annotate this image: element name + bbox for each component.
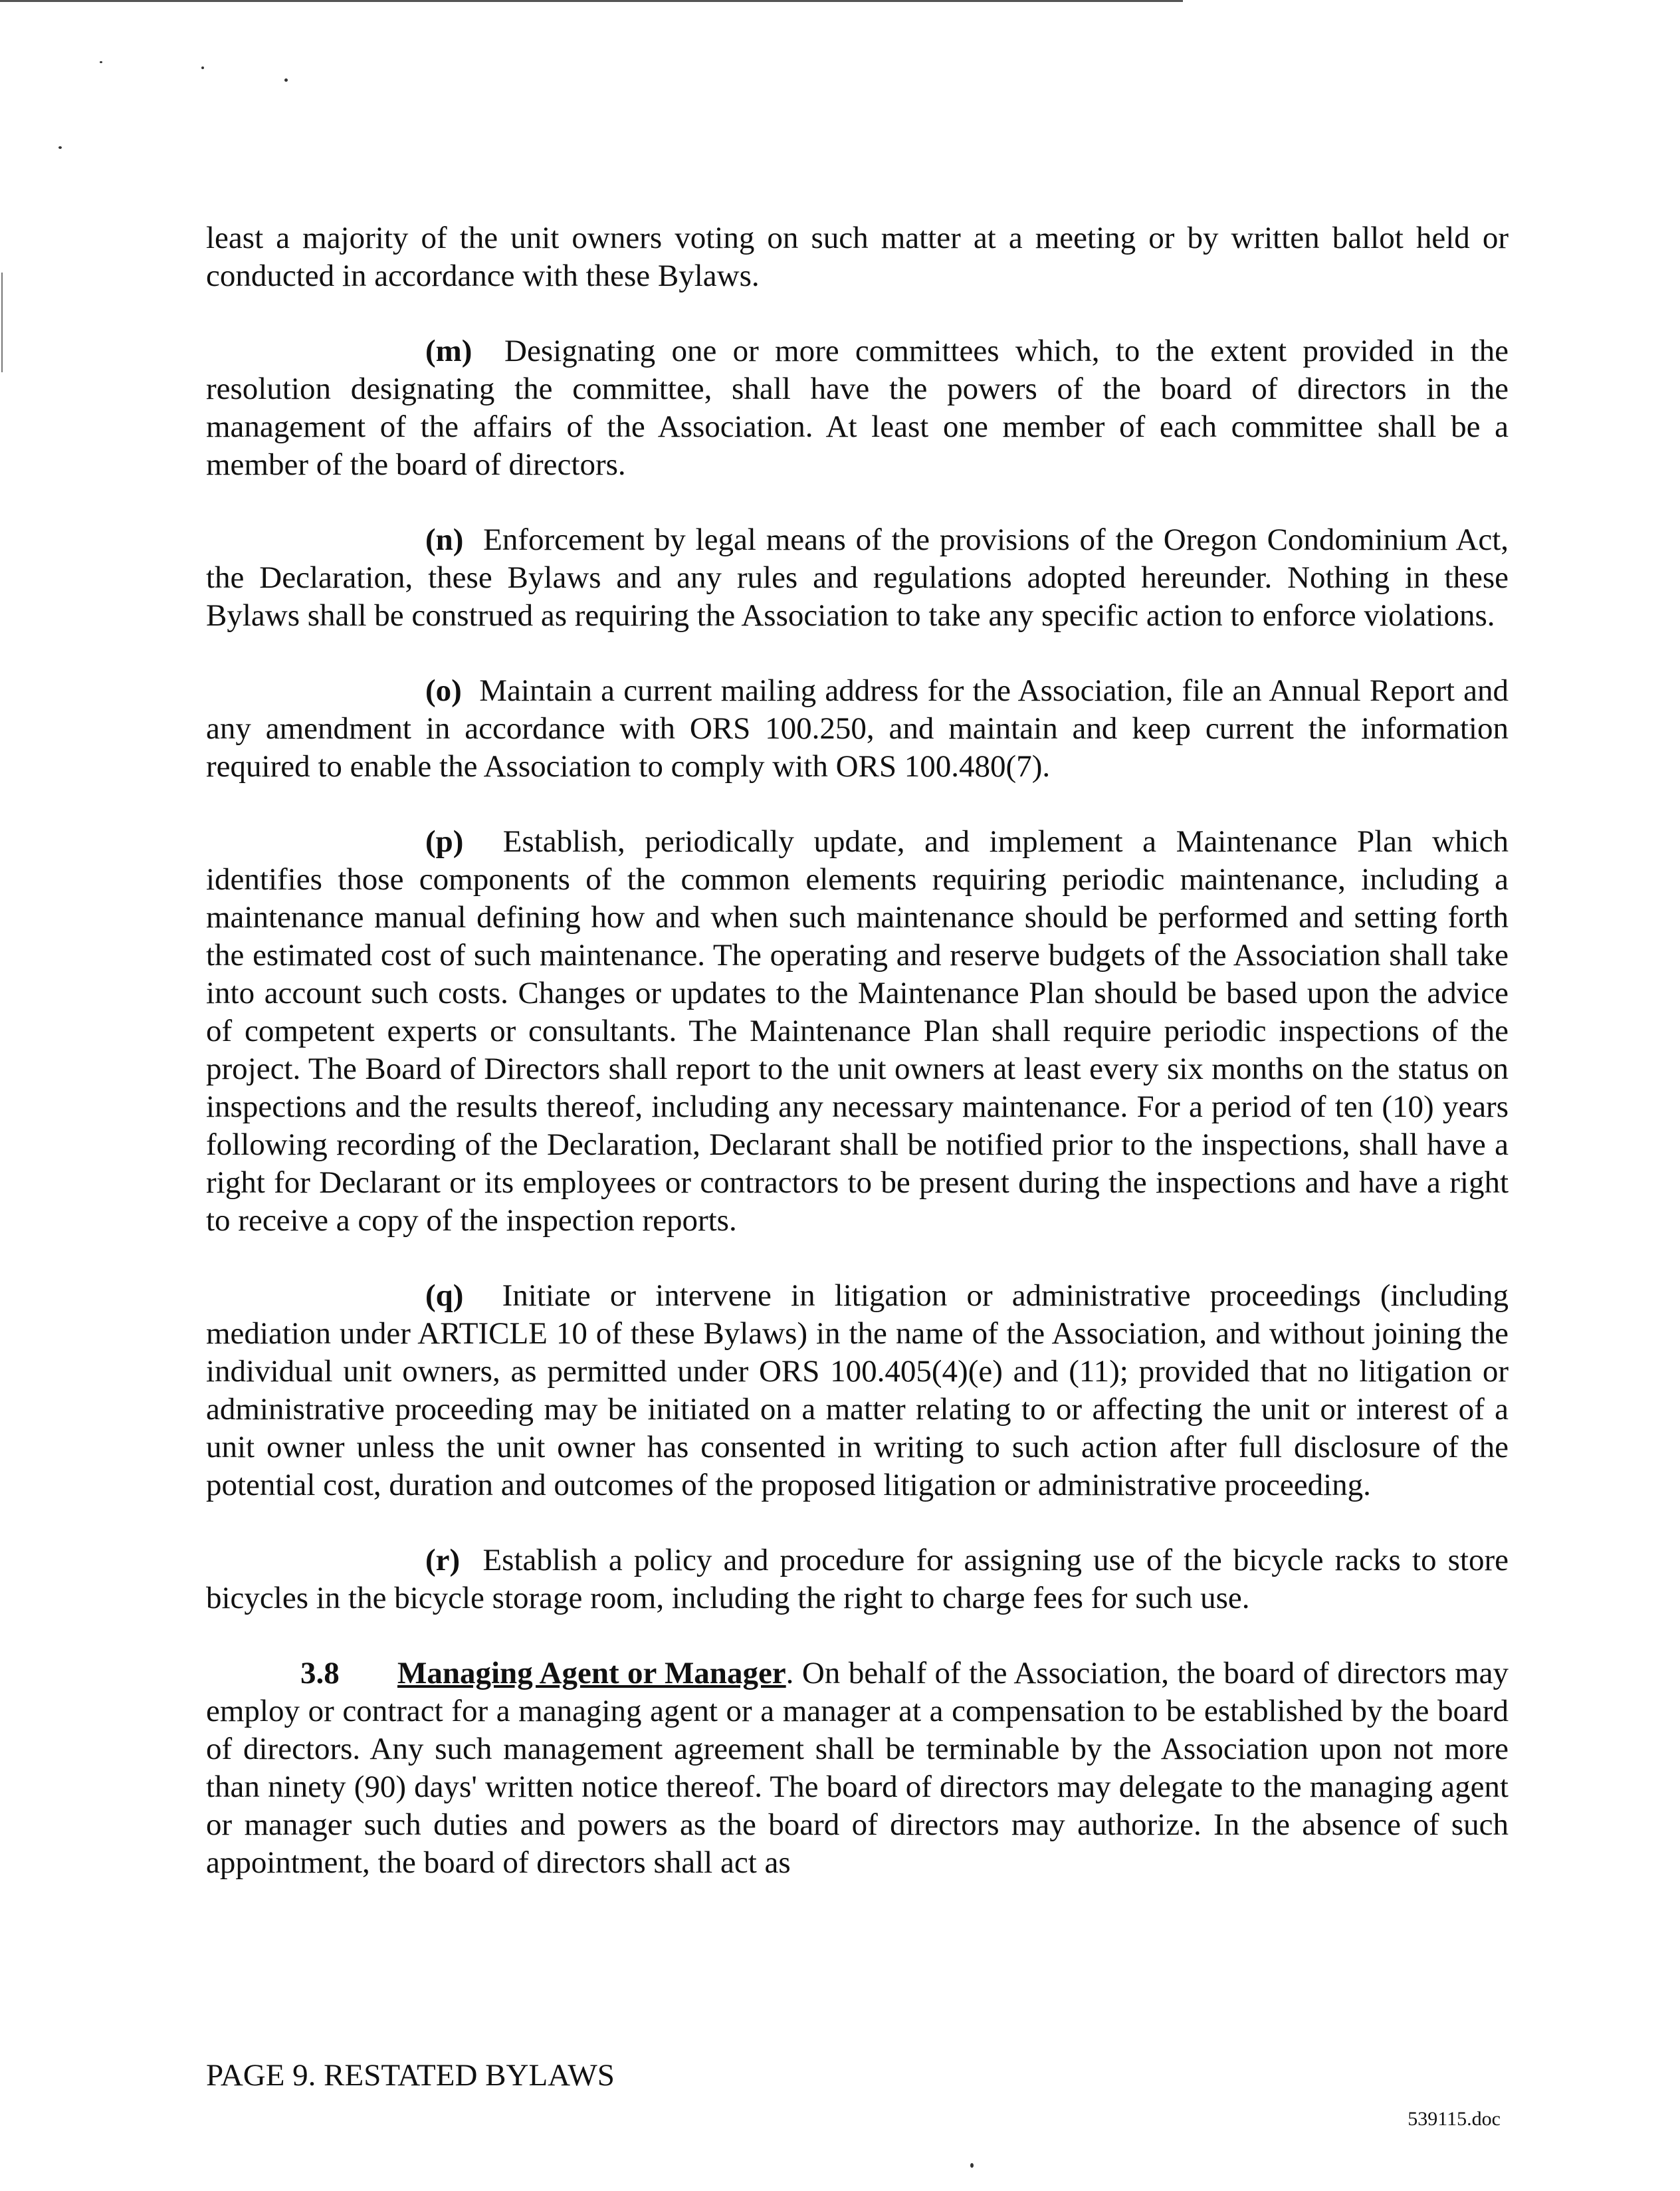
paragraph-p — [206, 823, 1509, 1240]
footer-page-label: PAGE 9. RESTATED BYLAWS — [206, 2058, 615, 2093]
scan-margin-mark — [1, 273, 3, 372]
paragraph-continued — [206, 219, 1509, 295]
paragraph-text: Enforcement by legal means of the provisions of the Oregon Condominium Act, the Declaration, these Bylaws and any rules and regulations adopted hereunder. Nothing in these Bylaws shall be construed as requiring the Association to take any specific action to enforce violations. — [206, 522, 1509, 633]
paragraph-m — [206, 332, 1509, 484]
paragraph-n — [206, 521, 1509, 635]
scan-speck — [58, 146, 62, 149]
paragraph-label: (q) — [425, 1278, 464, 1313]
document-body — [206, 219, 1509, 1919]
paragraph-text: Initiate or intervene in litigation or administrative proceedings (including mediation under ARTICLE 10 of these Bylaws) in the name of the Association, and without joining the individual unit owners, as permitted under ORS 100.405(4)(e) and (11); provided that no litigation or administrative proceeding may be initiated on a matter relating to or affecting the unit or interest of a unit owner unless the unit owner has consented in writing to such action after full disclosure of the potential cost, duration and outcomes of the proposed litigation or administrative proceeding. — [206, 1278, 1509, 1502]
paragraph-o — [206, 672, 1509, 786]
section-text: . On behalf of the Association, the board of directors may employ or contract for a managing agent or a manager at a compensation to be established by the board of directors. Any such management agreement shall be terminable by the Association upon not more than ninety (90) days' written notice thereof. The board of directors may delegate to the managing agent or manager such duties and powers as the board of directors may authorize. In the absence of such appointment, the board of directors shall act as — [206, 1656, 1509, 1880]
paragraph-label: (m) — [425, 334, 472, 368]
paragraph-label: (n) — [425, 522, 464, 557]
paragraph-text: Establish, periodically update, and implement a Maintenance Plan which identifies those components of the common elements requiring periodic maintenance, including a maintenance manual defining how and when such maintenance should be performed and setting forth the estimated cost of such maintenance. The operating and reserve budgets of the Association shall take into account such costs. Changes or updates to the Maintenance Plan should be based upon the advice of competent experts or consultants. The Maintenance Plan shall require periodic inspections of the project. The Board of Directors shall report to the unit owners at least every six months on the status on inspections and the results thereof, including any necessary maintenance. For a period of ten (10) years following recording of the Declaration, Declarant shall be notified prior to the inspections, shall have a right for Declarant or its employees or contractors to be present during the inspections and have a right to receive a copy of the inspection reports. — [206, 824, 1509, 1238]
scan-speck — [970, 2163, 974, 2168]
paragraph-text: Designating one or more committees which, to the extent provided in the resolution designating the committee, shall have the powers of the board of directors in the management of the affairs of the Association. At least one member of each committee shall be a member of the board of directors. — [206, 334, 1509, 482]
scan-speck — [100, 61, 102, 63]
paragraph-label: (o) — [425, 673, 462, 708]
section-number: 3.8 — [300, 1656, 340, 1690]
scan-speck — [201, 66, 204, 69]
scan-edge-line — [0, 0, 1183, 2]
paragraph-label: (p) — [425, 824, 464, 859]
paragraph-text: least a majority of the unit owners voting on such matter at a meeting or by written ballot held or conducted in accordance with these Bylaws. — [206, 221, 1509, 293]
paragraph-r — [206, 1542, 1509, 1617]
paragraph-text: Maintain a current mailing address for the Association, file an Annual Report and any amendment in accordance with ORS 100.250, and maintain and keep current the information required to enable the Association to comply with ORS 100.480(7). — [206, 673, 1509, 784]
paragraph-q — [206, 1277, 1509, 1504]
section-title: Managing Agent or Manager — [397, 1656, 786, 1690]
paragraph-text: Establish a policy and procedure for assigning use of the bicycle racks to store bicycles in the bicycle storage room, including the right to charge fees for such use. — [206, 1543, 1509, 1615]
scan-speck — [284, 78, 288, 82]
section-3-8 — [206, 1655, 1509, 1882]
paragraph-label: (r) — [425, 1543, 461, 1577]
footer-doc-id: 539115.doc — [1408, 2108, 1501, 2130]
